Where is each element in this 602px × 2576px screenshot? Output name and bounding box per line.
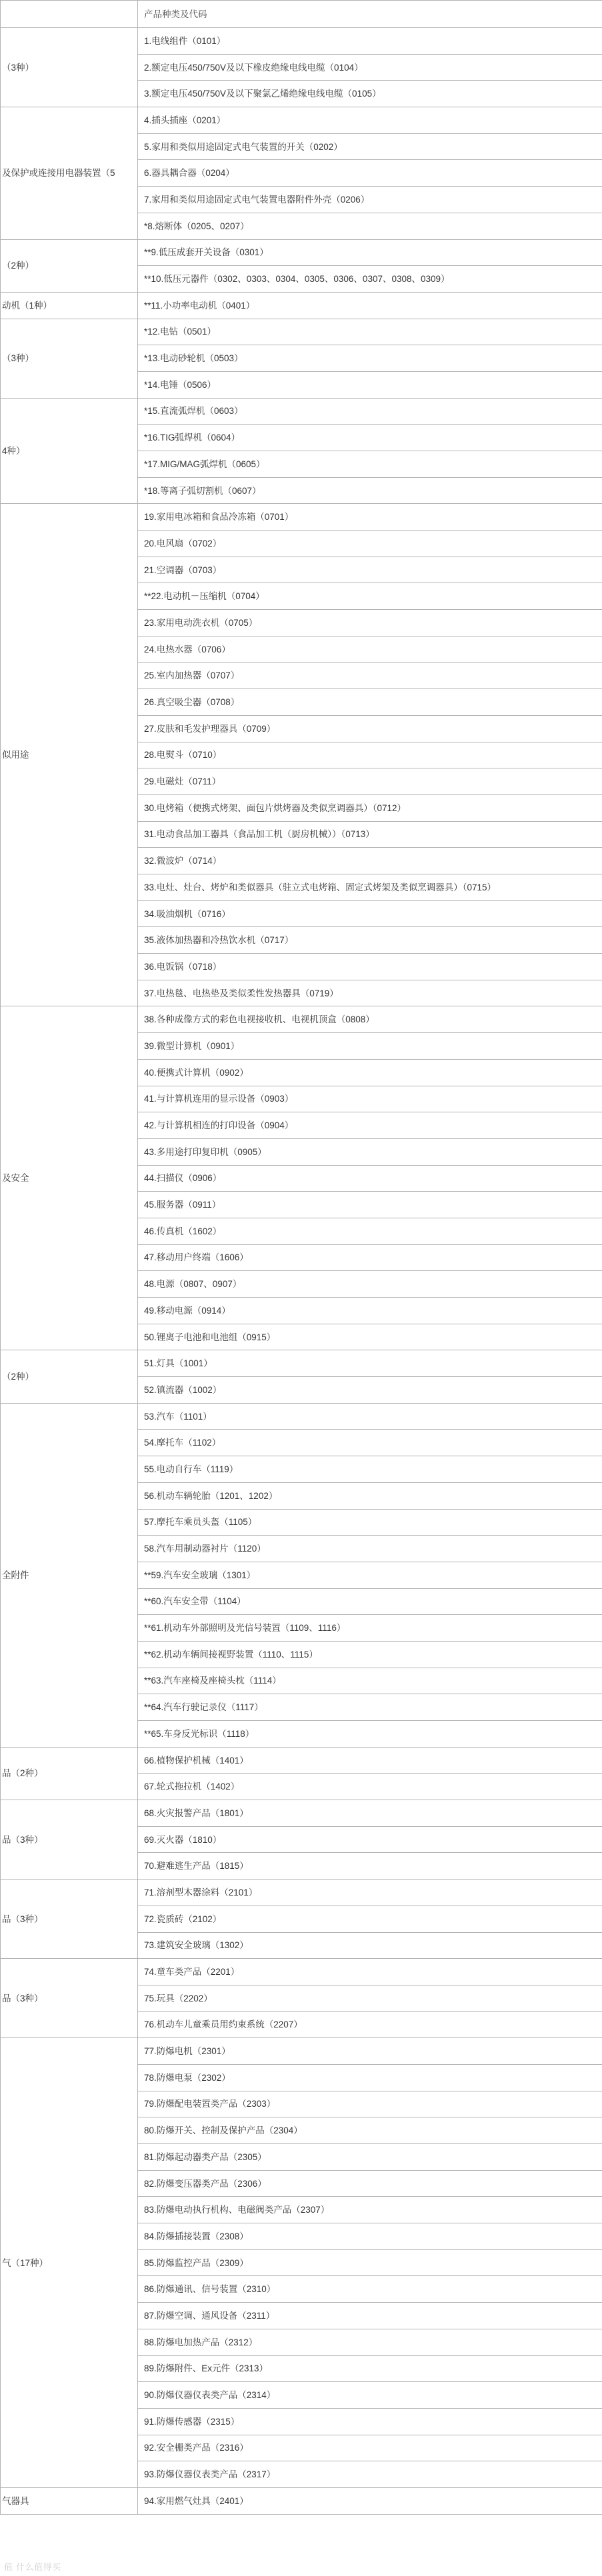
product-cell: *8.熔断体（0205、0207）: [138, 213, 602, 239]
product-cell: 40.便携式计算机（0902）: [138, 1059, 602, 1086]
product-cell: 2.额定电压450/750V及以下橡皮绝缘电线电缆（0104）: [138, 54, 602, 81]
product-cell: *17.MIG/MAG弧焊机（0605）: [138, 451, 602, 478]
product-cell: 74.童车类产品（2201）: [138, 1959, 602, 1985]
product-cell: 70.避难逃生产品（1815）: [138, 1853, 602, 1880]
product-cell: 72.瓷质砖（2102）: [138, 1906, 602, 1932]
product-cell: 33.电灶、灶台、烤炉和类似器具（驻立式电烤箱、固定式烤架及类似烹调器具）（0715）: [138, 874, 602, 901]
product-cell: 86.防爆通讯、信号装置（2310）: [138, 2276, 602, 2303]
category-cell: （2种）: [1, 239, 138, 292]
category-cell: 及保护或连接用电器装置（5: [1, 107, 138, 239]
product-cell: 91.防爆传感器（2315）: [138, 2408, 602, 2435]
product-cell: 57.摩托车乘员头盔（1105）: [138, 1509, 602, 1536]
header-row: [1, 1, 602, 28]
product-cell: **61.机动车外部照明及光信号装置（1109、1116）: [138, 1615, 602, 1642]
product-cell: 49.移动电源（0914）: [138, 1298, 602, 1324]
category-cell: （3种）: [1, 319, 138, 398]
table-row: [1, 1959, 602, 1985]
product-cell: *15.直流弧焊机（0603）: [138, 398, 602, 425]
product-cell: *14.电锤（0506）: [138, 371, 602, 398]
product-cell: 3.额定电压450/750V及以下聚氯乙烯绝缘电线电缆（0105）: [138, 81, 602, 107]
product-cell: 25.室内加热器（0707）: [138, 662, 602, 689]
product-cell: 76.机动车儿童乘员用约束系统（2207）: [138, 2011, 602, 2038]
product-cell: 53.汽车（1101）: [138, 1403, 602, 1430]
product-cell: 93.防爆仪器仪表类产品（2317）: [138, 2461, 602, 2488]
product-cell: 32.微波炉（0714）: [138, 848, 602, 874]
product-cell: 7.家用和类似用途固定式电气装置电器附件外壳（0206）: [138, 187, 602, 213]
category-cell: （2种）: [1, 1350, 138, 1403]
product-cell: 48.电源（0807、0907）: [138, 1271, 602, 1298]
table-row: [1, 1006, 602, 1033]
category-cell: 品（3种）: [1, 1800, 138, 1880]
product-cell: **22.电动机－压缩机（0704）: [138, 583, 602, 610]
product-cell: 35.液体加热器和冷热饮水机（0717）: [138, 927, 602, 954]
table-row: [1, 398, 602, 425]
product-cell: 30.电烤箱（便携式烤架、面包片烘烤器及类似烹调器具）（0712）: [138, 794, 602, 821]
table-row: [1, 319, 602, 345]
table-row: [1, 1747, 602, 1774]
product-cell: 87.防爆空调、通风设备（2311）: [138, 2303, 602, 2329]
table-row: [1, 239, 602, 266]
product-cell: 47.移动用户终端（1606）: [138, 1244, 602, 1271]
table-row: [1, 2487, 602, 2514]
table-body: [1, 1, 602, 2515]
category-cell: 品（3种）: [1, 1959, 138, 2038]
product-cell: *13.电动砂轮机（0503）: [138, 345, 602, 372]
category-cell: （3种）: [1, 28, 138, 107]
product-cell: 84.防爆插接装置（2308）: [138, 2223, 602, 2250]
product-cell: 81.防爆起动器类产品（2305）: [138, 2144, 602, 2171]
category-cell: 品（3种）: [1, 1880, 138, 1959]
product-cell: 20.电风扇（0702）: [138, 531, 602, 557]
category-cell: 品（2种）: [1, 1747, 138, 1800]
category-cell: 4种）: [1, 398, 138, 504]
category-cell: 气（17种）: [1, 2038, 138, 2488]
product-cell: 94.家用燃气灶具（2401）: [138, 2487, 602, 2514]
product-cell: 31.电动食品加工器具（食品加工机（厨房机械））（0713）: [138, 821, 602, 848]
product-cell: 75.玩具（2202）: [138, 1985, 602, 2011]
product-cell: 79.防爆配电装置类产品（2303）: [138, 2091, 602, 2117]
product-cell: 38.各种成像方式的彩色电视接收机、电视机顶盒（0808）: [138, 1006, 602, 1033]
category-cell: 动机（1种）: [1, 292, 138, 319]
product-cell: 80.防爆开关、控制及保护产品（2304）: [138, 2117, 602, 2144]
product-cell: 6.器具耦合器（0204）: [138, 160, 602, 187]
product-cell: 85.防爆监控产品（2309）: [138, 2249, 602, 2276]
product-cell: 68.火灾报警产品（1801）: [138, 1800, 602, 1827]
table-row: [1, 1403, 602, 1430]
product-cell: **65.车身反光标识（1118）: [138, 1721, 602, 1748]
watermark: 值 什么值得买: [4, 2563, 61, 2573]
product-cell: 71.溶剂型木器涂料（2101）: [138, 1880, 602, 1906]
header-product-cell: 产品种类及代码: [138, 1, 602, 28]
product-cell: 90.防爆仪器仪表类产品（2314）: [138, 2382, 602, 2409]
product-cell: 89.防爆附件、Ex元件（2313）: [138, 2355, 602, 2382]
product-cell: 28.电熨斗（0710）: [138, 742, 602, 768]
product-cell: 42.与计算机相连的打印设备（0904）: [138, 1112, 602, 1139]
product-cell: *18.等离子弧切割机（0607）: [138, 477, 602, 504]
product-cell: 5.家用和类似用途固定式电气装置的开关（0202）: [138, 133, 602, 160]
product-cell: 54.摩托车（1102）: [138, 1430, 602, 1456]
product-cell: 66.植物保护机械（1401）: [138, 1747, 602, 1774]
product-cell: **9.低压成套开关设备（0301）: [138, 239, 602, 266]
product-cell: 83.防爆电动执行机构、电磁阀类产品（2307）: [138, 2197, 602, 2223]
product-cell: 67.轮式拖拉机（1402）: [138, 1774, 602, 1800]
product-cell: *12.电钻（0501）: [138, 319, 602, 345]
product-cell: 46.传真机（1602）: [138, 1218, 602, 1244]
product-cell: 21.空调器（0703）: [138, 557, 602, 583]
product-cell: 50.锂离子电池和电池组（0915）: [138, 1324, 602, 1350]
product-cell: 1.电线组件（0101）: [138, 28, 602, 55]
table-row: [1, 1350, 602, 1377]
table-row: [1, 1800, 602, 1827]
product-cell: 36.电饭锅（0718）: [138, 954, 602, 980]
product-cell: 23.家用电动洗衣机（0705）: [138, 610, 602, 637]
product-cell: 88.防爆电加热产品（2312）: [138, 2329, 602, 2355]
product-cell: 45.服务器（0911）: [138, 1192, 602, 1218]
product-cell: **59.汽车安全玻璃（1301）: [138, 1562, 602, 1588]
product-cell: 52.镇流器（1002）: [138, 1377, 602, 1404]
table-row: [1, 292, 602, 319]
category-cell: 全附件: [1, 1403, 138, 1747]
product-cell: 77.防爆电机（2301）: [138, 2038, 602, 2065]
table-row: [1, 28, 602, 55]
header-category-cell: [1, 1, 138, 28]
product-cell: 26.真空吸尘器（0708）: [138, 689, 602, 716]
product-cell: 92.安全栅类产品（2316）: [138, 2435, 602, 2461]
product-cell: 27.皮肤和毛发护理器具（0709）: [138, 715, 602, 742]
product-cell: **10.低压元器件（0302、0303、0304、0305、0306、0307、0308、0309）: [138, 266, 602, 293]
category-cell: 似用途: [1, 504, 138, 1006]
product-cell: 69.灭火器（1810）: [138, 1826, 602, 1853]
product-cell: 29.电磁灶（0711）: [138, 768, 602, 795]
product-cell: 58.汽车用制动器衬片（1120）: [138, 1536, 602, 1562]
product-cell: 82.防爆变压器类产品（2306）: [138, 2170, 602, 2197]
product-cell: 44.扫描仪（0906）: [138, 1165, 602, 1192]
product-cell: *16.TIG弧焊机（0604）: [138, 425, 602, 451]
product-cell: 43.多用途打印复印机（0905）: [138, 1138, 602, 1165]
product-cell: 41.与计算机连用的显示设备（0903）: [138, 1086, 602, 1112]
product-cell: 55.电动自行车（1119）: [138, 1456, 602, 1483]
product-cell: 39.微型计算机（0901）: [138, 1033, 602, 1060]
table-row: [1, 107, 602, 134]
table-row: [1, 504, 602, 531]
product-cell: **11.小功率电动机（0401）: [138, 292, 602, 319]
product-cell: **63.汽车座椅及座椅头枕（1114）: [138, 1668, 602, 1694]
product-cell: 73.建筑安全玻璃（1302）: [138, 1932, 602, 1959]
table-row: [1, 2038, 602, 2065]
table-row: [1, 1880, 602, 1906]
product-cell: **64.汽车行驶记录仪（1117）: [138, 1694, 602, 1721]
product-cell: 51.灯具（1001）: [138, 1350, 602, 1377]
product-cell: **60.汽车安全带（1104）: [138, 1588, 602, 1615]
category-cell: 及安全: [1, 1006, 138, 1350]
product-cell: 34.吸油烟机（0716）: [138, 900, 602, 927]
product-cell: 78.防爆电泵（2302）: [138, 2064, 602, 2091]
product-cell: 4.插头插座（0201）: [138, 107, 602, 134]
product-cell: **62.机动车辆间接视野装置（1110、1115）: [138, 1641, 602, 1668]
product-cell: 37.电热毯、电热垫及类似柔性发热器具（0719）: [138, 980, 602, 1006]
product-cell: 56.机动车辆轮胎（1201、1202）: [138, 1482, 602, 1509]
category-cell: 气器具: [1, 2487, 138, 2514]
product-cell: 24.电热水器（0706）: [138, 636, 602, 662]
product-cell: 19.家用电冰箱和食品冷冻箱（0701）: [138, 504, 602, 531]
